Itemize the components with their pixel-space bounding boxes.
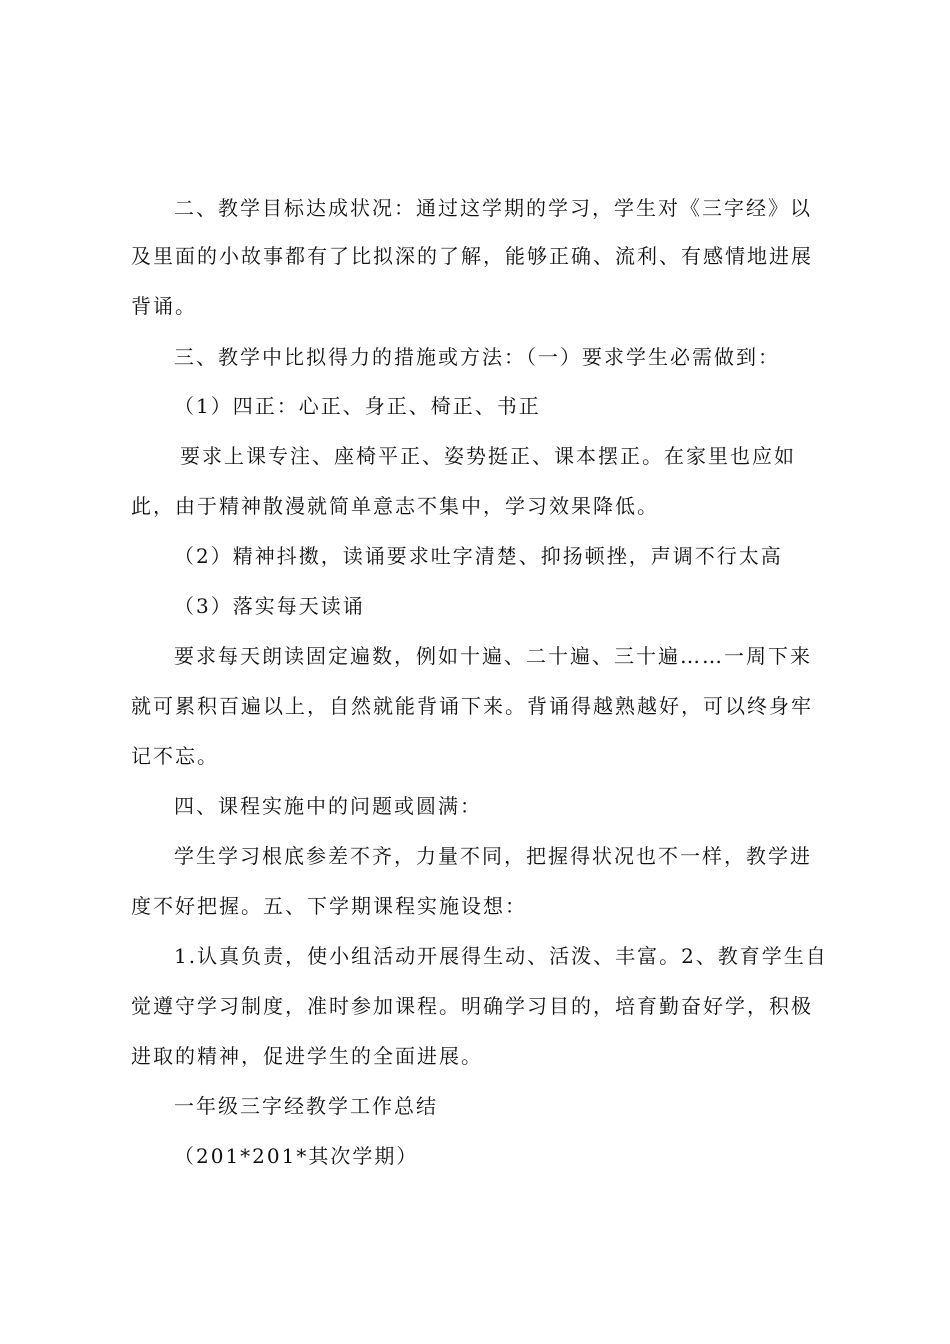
paragraph-line: （1）四正：心正、身正、椅正、书正 [174,394,541,418]
paragraph-line: 就可累积百遍以上，自然就能背诵下来。背诵得越熟越好，可以终身牢 [131,694,813,718]
paragraph-line: （3）落实每天读诵 [174,594,365,618]
paragraph-line: 此，由于精神散漫就简单意志不集中，学习效果降低。 [131,494,659,518]
paragraph-line: 度不好把握。五、下学期课程实施设想： [131,894,527,918]
document-subtitle: （201*201*其次学期） [174,1144,419,1168]
paragraph-line: 进取的精神，促进学生的全面进展。 [131,1044,483,1068]
paragraph-line: 1.认真负责，使小组活动开展得生动、活泼、丰富。2、教育学生自 [174,944,828,968]
paragraph-line: （2）精神抖擞，读诵要求吐字清楚、抑扬顿挫，声调不行太高 [174,544,783,568]
document-title: 一年级三字经教学工作总结 [174,1094,438,1118]
paragraph-line: 要求每天朗读固定遍数，例如十遍、二十遍、三十遍……一周下来 [174,644,812,668]
paragraph-line: 三、教学中比拟得力的措施或方法：（一）要求学生必需做到： [174,345,780,369]
paragraph-line: 二、教学目标达成状况：通过这学期的学习，学生对《三字经》以 [174,196,812,220]
paragraph-line: 学生学习根底参差不齐，力量不同，把握得状况也不一样，教学进 [174,844,812,868]
paragraph-line: 四、课程实施中的问题或圆满： [174,794,482,818]
paragraph-line: 及里面的小故事都有了比拟深的了解，能够正确、流利、有感情地进展 [131,244,813,268]
paragraph-line: 记不忘。 [131,744,219,768]
paragraph-line: 要求上课专注、座椅平正、姿势挺正、课本摆正。在家里也应如 [180,444,796,468]
paragraph-line: 背诵。 [131,294,197,318]
paragraph-line: 觉遵守学习制度，准时参加课程。明确学习目的，培育勤奋好学，积极 [131,994,813,1018]
